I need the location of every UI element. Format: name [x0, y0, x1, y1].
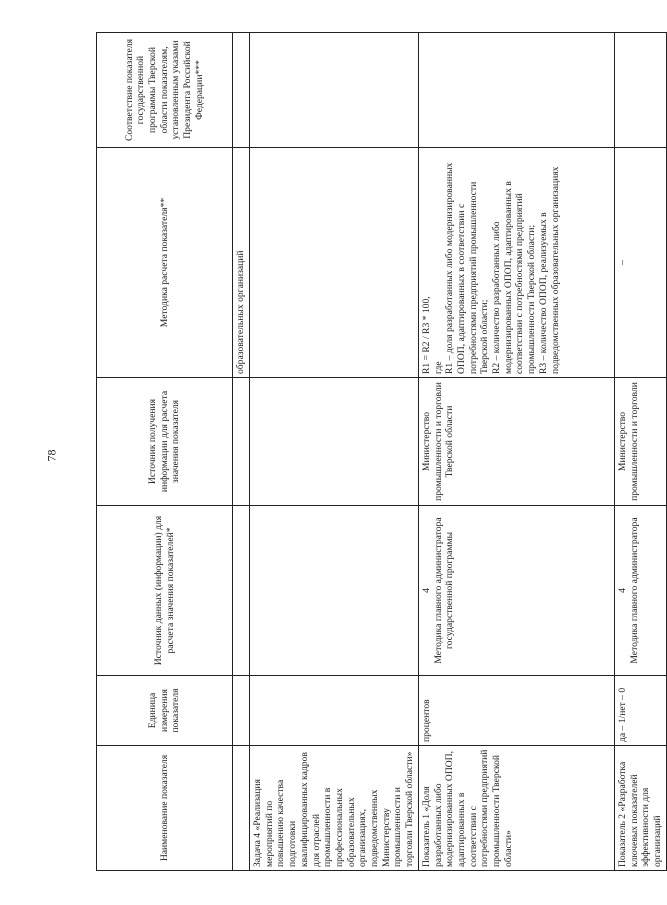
indicator-table [96, 32, 667, 871]
table-row [418, 33, 614, 871]
cell-compliance [614, 33, 666, 148]
cell-method: R1 = R2 / R3 * 100, где R1 – доля разработанных либо модернизированных ОПОП, адаптированных в соответствии с потребностями предприятий промышленности Тверской области; R2 – количество разработанных либо модернизированных ОПОП, адаптированных в соответствии с потребностями предприятий промышленности Тверской области; R3 – количество ОПОП, реализуемых в подведомственных образовательных организациях [418, 148, 614, 378]
cell-method [250, 148, 419, 378]
table-row [250, 33, 419, 871]
page-number: 78 [44, 449, 59, 462]
cell-name: Задача 4 «Реализация мероприятий по повышению качества подготовки квалифицированных кадров для отраслей промышленности в профессиональных образовательных организациях, подведомственных Министерству промышленности и торговли Тверской области» [250, 746, 419, 871]
table-row [614, 33, 666, 871]
header-name: Наименование показателя [97, 746, 233, 871]
cell-data-source: 4 Методика главного администратора [614, 506, 666, 676]
cell-unit [250, 676, 419, 746]
cell-info-source: Министерство промышленности и торговли Тверской области [418, 378, 614, 506]
table-header-row [97, 33, 233, 871]
cell-method: – [614, 148, 666, 378]
header-unit: Единица измерения показателя [97, 676, 233, 746]
cell-compliance [250, 33, 419, 148]
cell-unit: процентов [418, 676, 614, 746]
header-data-source: Источник данных (информации) для расчета значения показателей* [97, 506, 233, 676]
cell-data-source [233, 506, 250, 676]
cell-compliance [418, 33, 614, 148]
cell-unit [233, 676, 250, 746]
cell-data-source: 4 Методика главного администратора государственной программы [418, 506, 614, 676]
cell-info-source: Министерство промышленности и торговли [614, 378, 666, 506]
table-row [233, 33, 250, 871]
header-info-source: Источник получения информации для расчета значения показателя [97, 378, 233, 506]
cell-name: Показатель 1 «Доля разработанных либо модернизированных ОПОП, адаптированных в соответствии с потребностями предприятий промышленности Тверской области» [418, 746, 614, 871]
cell-method: образовательных организаций [233, 148, 250, 378]
cell-info-source [250, 378, 419, 506]
cell-info-source [233, 378, 250, 506]
cell-data-source [250, 506, 419, 676]
indicator-table-rotated [96, 33, 663, 871]
cell-name: Показатель 2 «Разработка ключевых показателей эффективности для организаций [614, 746, 666, 871]
header-compliance: Соответствие показателя государственной программы Тверской области показателям, установленным указами Президента Российской Федерации*** [97, 33, 233, 148]
cell-compliance [233, 33, 250, 148]
cell-name [233, 746, 250, 871]
cell-unit: да – 1/нет – 0 [614, 676, 666, 746]
header-method: Методика расчета показателя** [97, 148, 233, 378]
